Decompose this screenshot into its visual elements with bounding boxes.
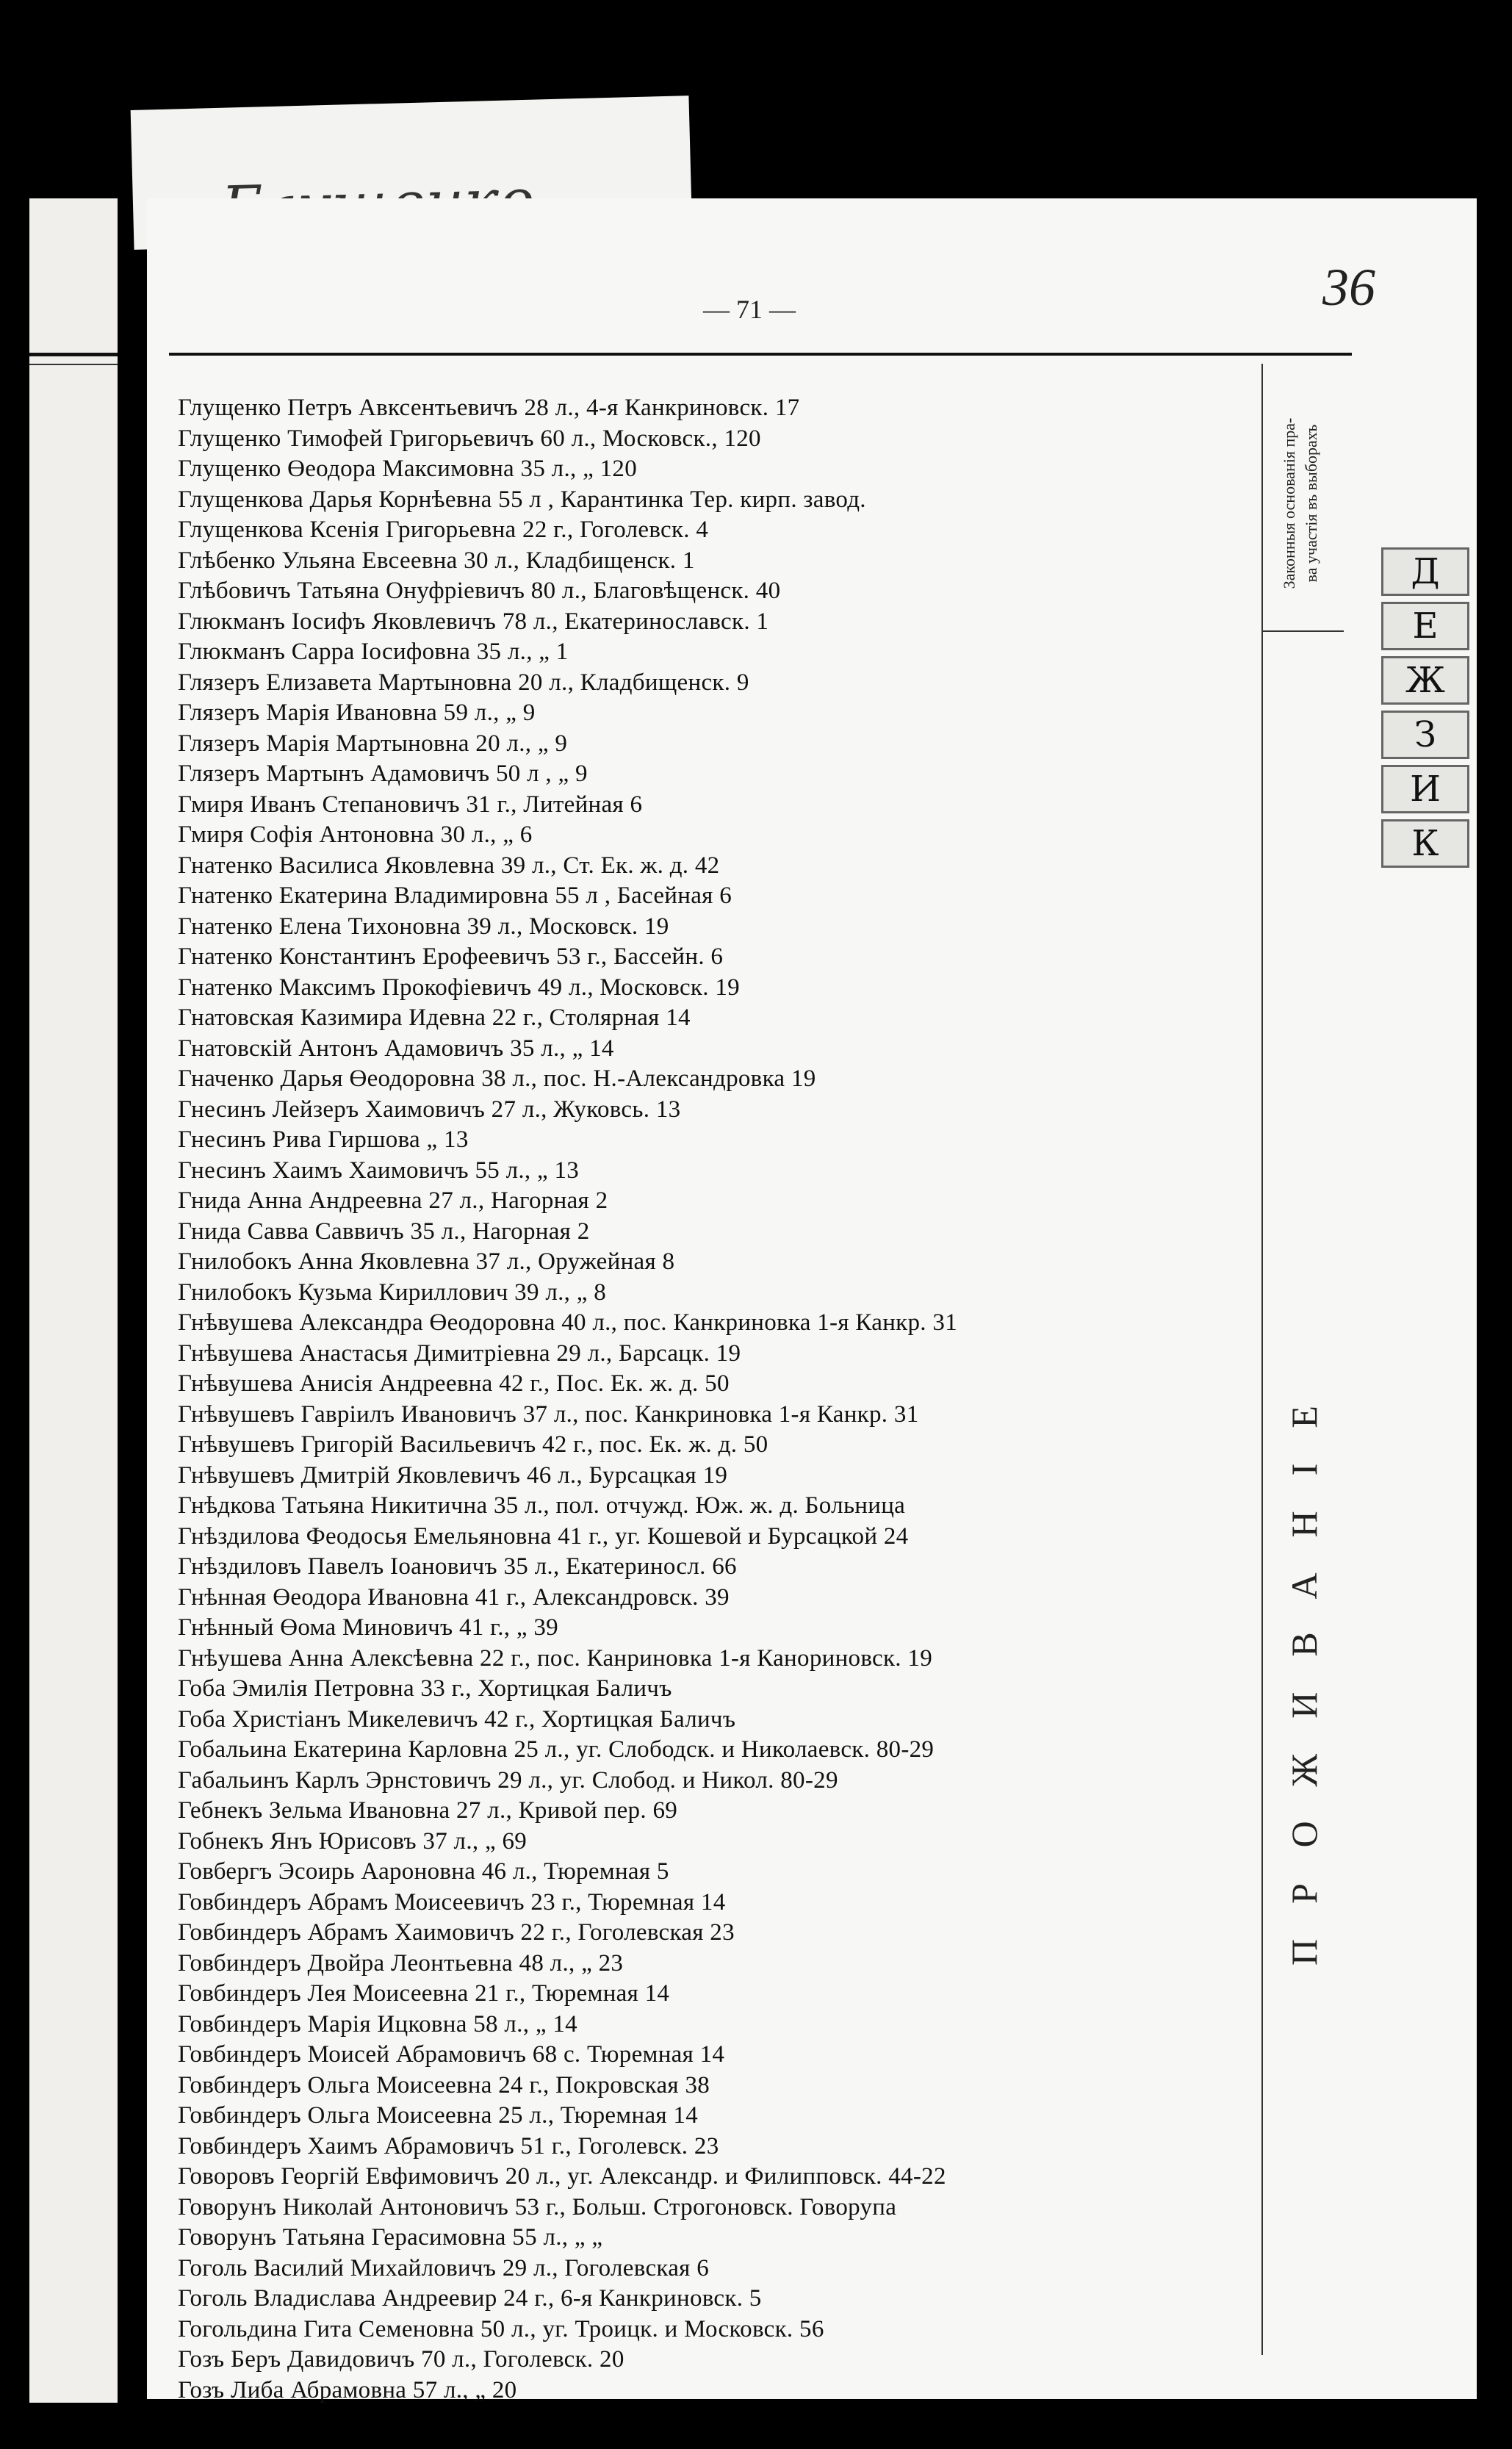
index-tab[interactable]: Д: [1381, 547, 1469, 596]
entry-row: Гнилобокъ Кузьма Кириллович 39 л., „ 8: [178, 1279, 607, 1306]
entry-row: Гнесинъ Рива Гиршова „ 13: [178, 1126, 469, 1153]
entry-row: Гнѣвушевъ Дмитрій Яковлевичъ 46 л., Бурсацкая 19: [178, 1461, 728, 1489]
index-tab[interactable]: Е: [1381, 602, 1469, 650]
entry-row: Гогольдина Гита Семеновна 50 л., уг. Троицк. и Московск. 56: [178, 2315, 824, 2342]
entry-row: Гнѣдкова Татьяна Никитична 35 л., пол. отчужд. Юж. ж. д. Больница: [178, 1492, 906, 1519]
entry-row: Гнѣздилова Феодосья Емельяновна 41 г., уг. Кошевой и Бурсацкой 24: [178, 1522, 909, 1550]
side-column-header-text: [1278, 418, 1322, 589]
entry-row: Гебнекъ Зельма Ивановна 27 л., Кривой пер. 69: [178, 1797, 678, 1824]
entry-row: Говбиндеръ Ольга Моисеевна 24 г., Покровская 38: [178, 2071, 710, 2099]
entry-row: Гнатовская Казимира Идевна 22 г., Столярная 14: [178, 1004, 691, 1031]
entry-row: Говорунъ Татьяна Герасимовна 55 л., „ „: [178, 2224, 603, 2251]
entry-row: Гнесинъ Хаимъ Хаимовичъ 55 л., „ 13: [178, 1157, 580, 1184]
entry-row: Глущенко Өеодора Максимовна 35 л., „ 120: [178, 456, 637, 482]
entry-row: Глущенко Тимофей Григорьевичъ 60 л., Московск., 120: [178, 425, 761, 452]
side-column-rule: [1261, 364, 1263, 2355]
page-number: — 71 —: [703, 295, 796, 324]
index-tab[interactable]: Ж: [1381, 656, 1469, 705]
entry-row: Гобнекъ Янъ Юрисовъ 37 л., „ 69: [178, 1827, 528, 1855]
entry-row: Глущенкова Дарья Корнѣевна 55 л , Карантинка Тер. кирп. завод.: [178, 486, 866, 513]
entry-row: Гнида Савва Саввичъ 35 л., Нагорная 2: [178, 1218, 590, 1245]
entry-row: Гнѣвушевъ Гавріилъ Ивановичъ 37 л., пос. Канкриновка 1-я Канкр. 31: [178, 1400, 919, 1428]
index-tab[interactable]: И: [1381, 765, 1469, 813]
entry-row: Глущенкова Ксенія Григорьевна 22 г., Гоголевск. 4: [178, 517, 709, 543]
entry-row: Гнѣздиловъ Павелъ Іоановичъ 35 л., Екатериносл. 66: [178, 1553, 737, 1580]
entry-row: Гначенко Дарья Өеодоровна 38 л., пос. Н.-Александровка 19: [178, 1065, 816, 1092]
entry-row: Гоба Христіанъ Микелевичъ 42 г., Хортицкая Баличъ: [178, 1705, 736, 1733]
entry-row: Гмиря Иванъ Степановичъ 31 г., Литейная 6: [178, 791, 643, 818]
entry-row: Глѣбенко Ульяна Евсеевна 30 л., Кладбищенск. 1: [178, 547, 695, 574]
entry-row: Гозъ Беръ Давидовичъ 70 л., Гоголевск. 20: [178, 2346, 624, 2373]
handwritten-page-number: 36: [1322, 258, 1375, 317]
entry-row: Говбиндеръ Марія Ицковна 58 л., „ 14: [178, 2010, 577, 2038]
entry-row: Гнесинъ Лейзеръ Хаимовичъ 27 л., Жуковсь. 13: [178, 1096, 681, 1123]
side-column-label: [1267, 1043, 1341, 2292]
entry-row: Гозъ Либа Абрамовна 57 л., „ 20: [178, 2376, 517, 2403]
entry-row: Гнатенко Елена Тихоновна 39 л., Московск. 19: [178, 913, 669, 940]
entry-row: Гнида Анна Андреевна 27 л., Нагорная 2: [178, 1187, 608, 1214]
side-column-separator: [1263, 630, 1344, 632]
entry-row: Говорунъ Николай Антоновичъ 53 г., Больш. Строгоновск. Говорупа: [178, 2193, 897, 2220]
entry-row: Гнѣнный Өома Миновичъ 41 г., „ 39: [178, 1614, 558, 1641]
entry-row: Гоголь Владислава Андреевир 24 г., 6-я Канкриновск. 5: [178, 2285, 762, 2312]
entry-row: Глязеръ Елизавета Мартыновна 20 л., Кладбищенск. 9: [178, 669, 749, 696]
index-tab[interactable]: К: [1381, 819, 1469, 868]
left-page-rule: [29, 353, 118, 356]
side-header-line-1: Законныя основанія пра-: [1280, 417, 1298, 589]
index-tabs: [1381, 547, 1469, 874]
side-column-label-text: ПРОЖИВАНІЕ: [1284, 1370, 1325, 1966]
entry-row: Гнѣвушева Анисія Андреевна 42 г., Пос. Ек. ж. д. 50: [178, 1370, 730, 1397]
entry-row: Гнилобокъ Анна Яковлевна 37 л., Оружейная 8: [178, 1248, 675, 1275]
entry-row: Гнѣнная Өеодора Ивановна 41 г., Александровск. 39: [178, 1583, 730, 1611]
entry-row: Гнатенко Василиса Яковлевна 39 л., Ст. Ек. ж. д. 42: [178, 852, 720, 879]
left-page-rule-thin: [29, 364, 118, 365]
entry-row: Гнѣвушевъ Григорій Васильевичъ 42 г., пос. Ек. ж. д. 50: [178, 1431, 768, 1458]
entry-row: Говбиндеръ Абрамъ Моисеевичъ 23 г., Тюремная 14: [178, 1888, 726, 1916]
entry-row: Глѣбовичъ Татьяна Онуфріевичъ 80 л., Благовѣщенск. 40: [178, 578, 781, 604]
entry-row: Глязеръ Марія Ивановна 59 л., „ 9: [178, 700, 536, 726]
entry-row: Говбиндеръ Ольга Моисеевна 25 л., Тюремная 14: [178, 2102, 699, 2129]
entry-row: Глюкманъ Сарра Іосифовна 35 л., „ 1: [178, 639, 569, 665]
left-page-edge: [29, 198, 118, 2403]
side-header-line-2: ва участія въ выборахъ: [1302, 424, 1320, 583]
entry-row: Говоровъ Георгій Евфимовичъ 20 л., уг. Александр. и Филипповск. 44-22: [178, 2163, 946, 2190]
entry-row: Гоголь Василий Михайловичъ 29 л., Гоголевская 6: [178, 2254, 710, 2281]
entry-row: Гнѣушева Анна Алексѣевна 22 г., пос. Канриновка 1-я Канориновск. 19: [178, 1644, 933, 1672]
entry-row: Гнѣвушева Александра Өеодоровна 40 л., пос. Канкриновка 1-я Канкр. 31: [178, 1309, 957, 1336]
entry-row: Гнатенко Екатерина Владимировна 55 л , Басейная 6: [178, 882, 732, 909]
document-page: [147, 198, 1477, 2403]
entry-row: Говбиндеръ Лея Моисеевна 21 г., Тюремная 14: [178, 1980, 670, 2007]
entry-row: Гнатовскій Антонъ Адамовичъ 35 л., „ 14: [178, 1035, 614, 1062]
entry-row: Глязеръ Мартынъ Адамовичъ 50 л , „ 9: [178, 760, 588, 787]
entry-row: Говбергъ Эсоирь Аароновна 46 л., Тюремная 5: [178, 1858, 669, 1885]
header-rule: [169, 353, 1352, 356]
entry-list: [178, 393, 1353, 2406]
entry-row: Глязеръ Марія Мартыновна 20 л., „ 9: [178, 730, 568, 757]
side-column-header: [1267, 371, 1333, 636]
entry-row: Гнатенко Максимъ Прокофіевичъ 49 л., Московск. 19: [178, 974, 740, 1001]
entry-row: Говбиндеръ Абрамъ Хаимовичъ 22 г., Гоголевская 23: [178, 1919, 735, 1946]
entry-row: Глущенко Петръ Авксентьевичъ 28 л., 4-я Канкриновск. 17: [178, 395, 800, 421]
entry-row: Говбиндеръ Моисей Абрамовичъ 68 с. Тюремная 14: [178, 2041, 725, 2068]
entry-row: Говбиндеръ Хаимъ Абрамовичъ 51 г., Гоголевск. 23: [178, 2132, 719, 2159]
entry-row: Гмиря Софія Антоновна 30 л., „ 6: [178, 821, 533, 848]
entry-row: Гнатенко Константинъ Ерофеевичъ 53 г., Бассейн. 6: [178, 943, 724, 970]
entry-row: Глюкманъ Іосифъ Яковлевичъ 78 л., Екатеринославск. 1: [178, 608, 769, 635]
entry-row: Габальинъ Карлъ Эрнстовичъ 29 л., уг. Слобод. и Никол. 80-29: [178, 1766, 838, 1794]
index-tab[interactable]: З: [1381, 711, 1469, 759]
entry-row: Гнѣвушева Анастасья Димитріевна 29 л., Барсацк. 19: [178, 1339, 741, 1367]
entry-row: Говбиндеръ Двойра Леонтьевна 48 л., „ 23: [178, 1949, 624, 1977]
entry-row: Гобальина Екатерина Карловна 25 л., уг. Слободск. и Николаевск. 80-29: [178, 1736, 935, 1763]
entry-row: Гоба Эмилія Петровна 33 г., Хортицкая Баличъ: [178, 1675, 672, 1702]
